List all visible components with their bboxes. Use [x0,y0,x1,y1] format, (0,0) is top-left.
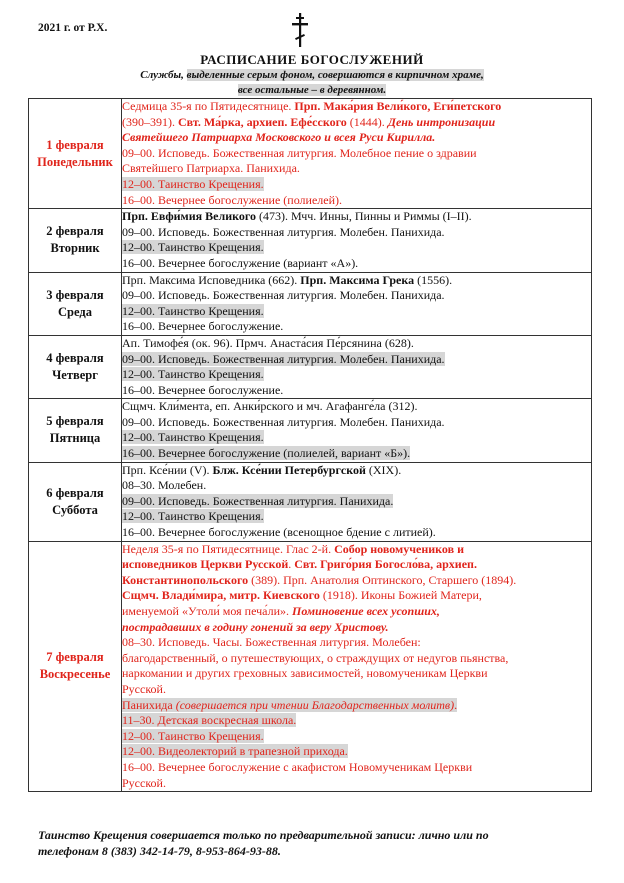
day-cell: 4 февраля Четверг [29,335,122,398]
day-cell: 3 февраля Среда [29,272,122,335]
table-row [29,462,592,541]
day-info: Прп. Евфи́мия Великого (473). Мчч. Инны, Пинны и Риммы (I–II). 09–00. Исповедь. Божественная литургия. Молебен. Панихида. 12–00. Таинство Крещения. 16–00. Вечернее богослужение (вариант «А»). [122,209,592,272]
schedule-table [28,98,592,792]
day-info: Седмица 35-я по Пятидесятнице. Прп. Мака́рия Вели́кого, Еги́петского (390–391). Свт. Ма́рка, архиеп. Ефе́сского (1444). День интронизации Святейшего Патриарха Московского и всея Руси Кирилла. 09–00. Исповедь. Божественная литургия. Молебное пение о здравии Святейшего Патриарха. Панихида. 12–00. Таинство Крещения. 16–00. Вечернее богослужение (полиелей). [122,99,592,209]
table-row [29,99,592,209]
day-cell: 6 февраля Суббота [29,462,122,541]
day-cell: 1 февраля Понедельник [29,99,122,209]
day-cell: 2 февраля Вторник [29,209,122,272]
footer-note: Таинство Крещения совершается только по предварительной записи: лично или по телефонам 8 (383) 342-14-79, 8-953-864-93-88. [38,828,489,858]
day-info: Сщмч. Кли́мента, еп. Анки́рского и мч. Агафанге́ла (312). 09–00. Исповедь. Божественная литургия. Молебен. Панихида. 12–00. Таинство Крещения. 16–00. Вечернее богослужение (полиелей, вариант «Б»). [122,399,592,462]
subtitle-line-2: все остальные – в деревянном. [237,84,387,96]
table-row [29,399,592,462]
year-label: 2021 г. от Р.Х. [38,22,108,34]
orthodox-cross-icon [288,12,312,48]
subtitle-line-1: Службы, выделенные серым фоном, совершаются в кирпичном храме, [140,69,484,81]
day-cell: 5 февраля Пятница [29,399,122,462]
day-info: Прп. Максима Исповедника (662). Прп. Максима Грека (1556). 09–00. Исповедь. Божественная литургия. Молебен. Панихида. 12–00. Таинство Крещения. 16–00. Вечернее богослужение. [122,272,592,335]
day-info: Прп. Ксе́нии (V). Блж. Ксе́нии Петербургской (XIX). 08–30. Молебен. 09–00. Исповедь. Божественная литургия. Панихида. 12–00. Таинство Крещения. 16–00. Вечернее богослужение (всенощное бдение с литией). [122,462,592,541]
table-row [29,272,592,335]
day-info: Ап. Тимофе́я (ок. 96). Прмч. Анаста́сия Пе́рсянина (628). 09–00. Исповедь. Божественная литургия. Молебен. Панихида. 12–00. Таинство Крещения. 16–00. Вечернее богослужение. [122,335,592,398]
table-row [29,335,592,398]
day-info: Неделя 35-я по Пятидесятнице. Глас 2-й. Собор новомучеников и исповедников Церкви Русской. Свт. Григо́рия Богосло́ва, архиеп. Константинопольского (389). Прп. Анатолия Оптинского, Старшего (1894). Сщмч. Влади́мира, митр. Киевского (1918). Иконы Божией Матери, именуемой «Утоли́ моя печа́ли». Поминовение всех усопших, пострадавших в годину гонений за веру Христову. 08–30. Исповедь. Часы. Божественная литургия. Молебен: благодарственный, о путешествующих, о страждущих от недугов пьянства, наркомании и других греховных зависимостей, новомученикам Церкви Русской. Панихида (совершается при чтении Благодарственных молитв). 11–30. Детская воскресная школа. 12–00. Таинство Крещения. 12–00. Видеолекторий в трапезной прихода. 16–00. Вечернее богослужение с акафистом Новомученикам Церкви Русской. [122,541,592,792]
table-row [29,209,592,272]
page-title: РАСПИСАНИЕ БОГОСЛУЖЕНИЙ [200,52,424,67]
table-row [29,541,592,792]
day-cell: 7 февраля Воскресенье [29,541,122,792]
